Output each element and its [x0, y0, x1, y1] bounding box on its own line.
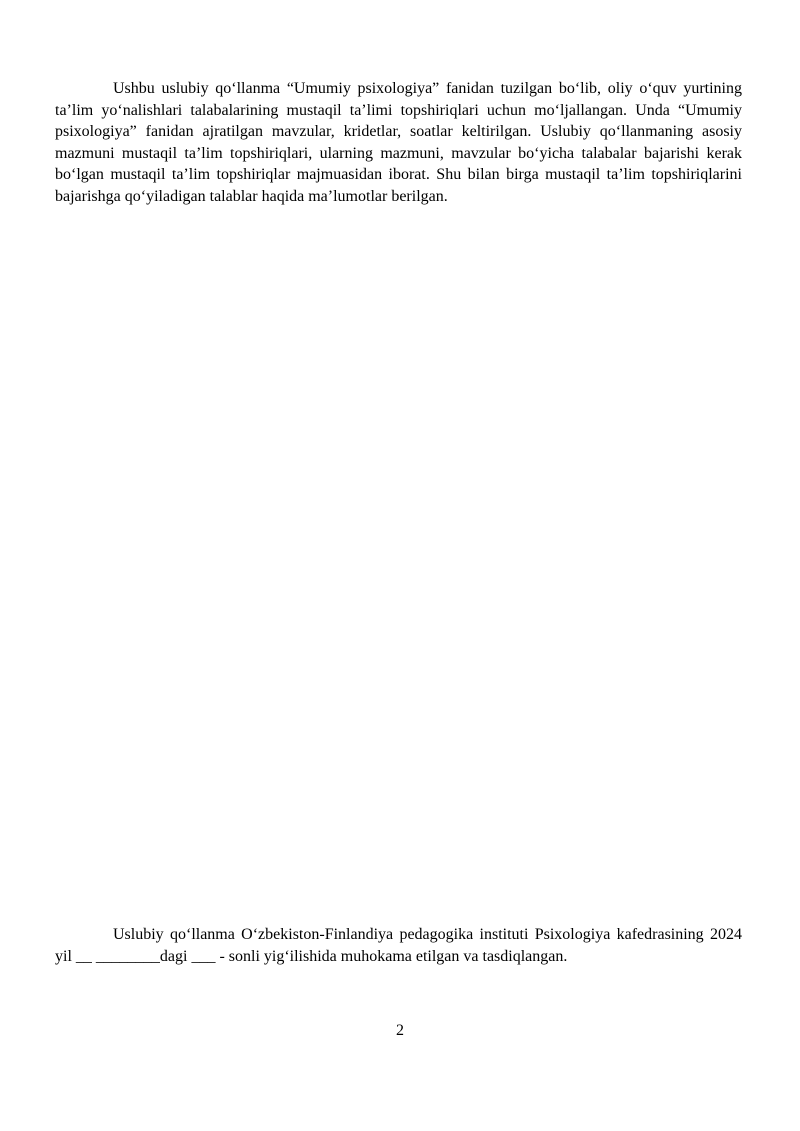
page-number: 2: [396, 1022, 404, 1039]
approval-paragraph: Uslubiy qo‘llanma O‘zbekiston-Finlandiya pedagogika instituti Psixologiya kafedrasining 2024 yil __ ________dagi ___ - sonli yig‘ilishida muhokama etilgan va tasdiqlangan.: [55, 926, 742, 965]
intro-paragraph: Ushbu uslubiy qo‘llanma “Umumiy psixologiya” fanidan tuzilgan bo‘lib, oliy o‘quv yurtining ta’lim yo‘nalishlari talabalarining mustaqil ta’limi topshiriqlari uchun mo‘ljallangan. Unda “Umumiy psixologiya” fanidan ajratilgan mavzular, kridetlar, soatlar keltirilgan. Uslubiy qo‘llanmaning asosiy mazmuni mustaqil ta’lim topshiriqlari, ularning mazmuni, mavzular bo‘yicha talabalar bajarishi kerak bo‘lgan mustaqil ta’lim topshiriqlar majmuasidan iborat. Shu bilan birga mustaqil ta’lim topshiriqlarini bajarishga qo‘yiladigan talablar haqida ma’lumotlar berilgan.: [55, 80, 742, 205]
